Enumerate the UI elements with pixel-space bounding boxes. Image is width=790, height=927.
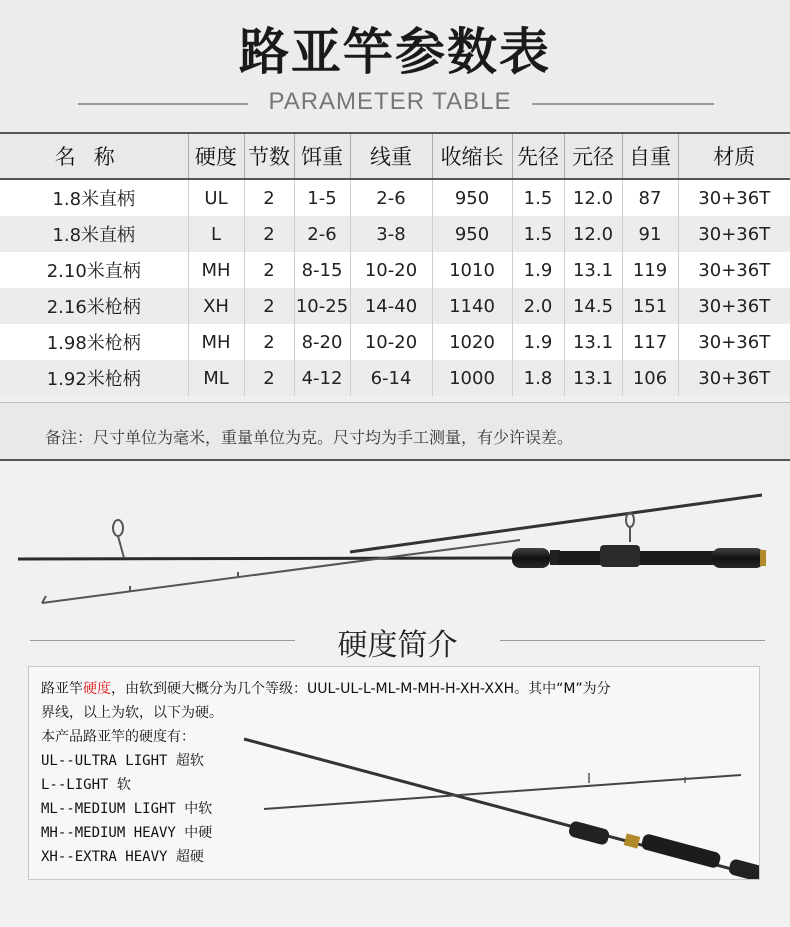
divider-left: [30, 640, 295, 641]
table-cell: 10-20: [350, 324, 432, 360]
column-header: 节数: [244, 133, 294, 179]
table-cell: 2.16米枪柄: [0, 288, 188, 324]
table-cell: 106: [622, 360, 678, 396]
table-cell: 12.0: [564, 216, 622, 252]
table-cell: 151: [622, 288, 678, 324]
table-cell: 1010: [432, 252, 512, 288]
table-cell: 30+36T: [678, 179, 790, 216]
hardness-line-1: [41, 677, 751, 701]
rod-photo: [0, 460, 790, 620]
table-cell: 1.8: [512, 360, 564, 396]
table-cell: 950: [432, 216, 512, 252]
table-cell: 8-15: [294, 252, 350, 288]
table-cell: 2.10米直柄: [0, 252, 188, 288]
table-cell: 14.5: [564, 288, 622, 324]
hardness-highlight: 硬度: [83, 681, 111, 697]
column-header: 元径: [564, 133, 622, 179]
table-cell: 13.1: [564, 360, 622, 396]
table-cell: 12.0: [564, 179, 622, 216]
hardness-level: L--LIGHT 软: [41, 777, 131, 793]
table-cell: 2: [244, 252, 294, 288]
hardness-line-2: 界线，以上为软，以下为硬。: [41, 705, 223, 721]
table-cell: 2.0: [512, 288, 564, 324]
table-cell: 1.98米枪柄: [0, 324, 188, 360]
table-cell: 13.1: [564, 252, 622, 288]
table-cell: 950: [432, 179, 512, 216]
table-cell: UL: [188, 179, 244, 216]
column-header: 先径: [512, 133, 564, 179]
table-cell: 1.5: [512, 179, 564, 216]
table-cell: 1-5: [294, 179, 350, 216]
section-heading: 硬度简介: [337, 628, 458, 663]
note-area: [0, 402, 790, 461]
table-cell: 119: [622, 252, 678, 288]
table-row: [0, 288, 790, 324]
divider-left: [78, 103, 248, 105]
hardness-level: XH--EXTRA HEAVY 超硬: [41, 849, 204, 865]
table-cell: 1140: [432, 288, 512, 324]
page-subtitle: PARAMETER TABLE: [268, 88, 512, 115]
header: [0, 0, 790, 132]
table-cell: 1.8米直柄: [0, 216, 188, 252]
table-cell: L: [188, 216, 244, 252]
parameter-table: [0, 132, 790, 396]
hardness-section-title: [0, 620, 790, 664]
table-row: [0, 324, 790, 360]
page-title: 路亚竿参数表: [239, 23, 551, 81]
table-cell: 2-6: [350, 179, 432, 216]
table-cell: 2: [244, 216, 294, 252]
table-cell: 87: [622, 179, 678, 216]
table-cell: 30+36T: [678, 216, 790, 252]
table-row: [0, 179, 790, 216]
column-header: 名称: [0, 133, 188, 179]
table-header-row: [0, 133, 790, 179]
table-cell: 1000: [432, 360, 512, 396]
note-text: 备注：尺寸单位为毫米，重量单位为克。尺寸均为手工测量，有少许误差。: [45, 428, 574, 447]
table-cell: 2: [244, 179, 294, 216]
table-cell: 2: [244, 288, 294, 324]
table-cell: 14-40: [350, 288, 432, 324]
hardness-intro-box: [28, 666, 760, 880]
table-row: [0, 252, 790, 288]
table-cell: 30+36T: [678, 252, 790, 288]
table-cell: 117: [622, 324, 678, 360]
table-cell: 30+36T: [678, 324, 790, 360]
table-row: [0, 360, 790, 396]
table-cell: ML: [188, 360, 244, 396]
column-header: 自重: [622, 133, 678, 179]
table-cell: 30+36T: [678, 360, 790, 396]
column-header: 收缩长: [432, 133, 512, 179]
table-cell: XH: [188, 288, 244, 324]
hardness-line-3: 本产品路亚竿的硬度有：: [41, 729, 195, 745]
table-cell: 13.1: [564, 324, 622, 360]
table-cell: 2: [244, 324, 294, 360]
table-cell: 4-12: [294, 360, 350, 396]
table-cell: 8-20: [294, 324, 350, 360]
table-cell: 6-14: [350, 360, 432, 396]
hardness-line-1-suffix: ，由软到硬大概分为几个等级：UUL-UL-L-ML-M-MH-H-XH-XXH。其中“M”为分: [111, 681, 611, 697]
hardness-line-1-prefix: 路亚竿: [41, 681, 83, 697]
table-cell: 91: [622, 216, 678, 252]
table-cell: MH: [188, 252, 244, 288]
subtitle-row: [0, 88, 790, 122]
hardness-level: UL--ULTRA LIGHT 超软: [41, 753, 204, 769]
table-cell: 30+36T: [678, 288, 790, 324]
table-cell: 1.92米枪柄: [0, 360, 188, 396]
column-header: 饵重: [294, 133, 350, 179]
column-header: 硬度: [188, 133, 244, 179]
table-row: [0, 216, 790, 252]
table-cell: 1.5: [512, 216, 564, 252]
table-cell: MH: [188, 324, 244, 360]
divider-right: [500, 640, 765, 641]
rod-handle: [512, 545, 766, 568]
table-cell: 3-8: [350, 216, 432, 252]
table-cell: 1020: [432, 324, 512, 360]
table-cell: 1.9: [512, 324, 564, 360]
table-body: [0, 179, 790, 396]
column-header: 线重: [350, 133, 432, 179]
table-cell: 10-20: [350, 252, 432, 288]
table-cell: 2: [244, 360, 294, 396]
table-cell: 1.8米直柄: [0, 179, 188, 216]
hardness-text: [41, 677, 751, 869]
column-header: 材质: [678, 133, 790, 179]
table-cell: 1.9: [512, 252, 564, 288]
hardness-level: MH--MEDIUM HEAVY 中硬: [41, 825, 213, 841]
table-cell: 10-25: [294, 288, 350, 324]
hardness-level: ML--MEDIUM LIGHT 中软: [41, 801, 213, 817]
table-cell: 2-6: [294, 216, 350, 252]
divider-right: [532, 103, 714, 105]
